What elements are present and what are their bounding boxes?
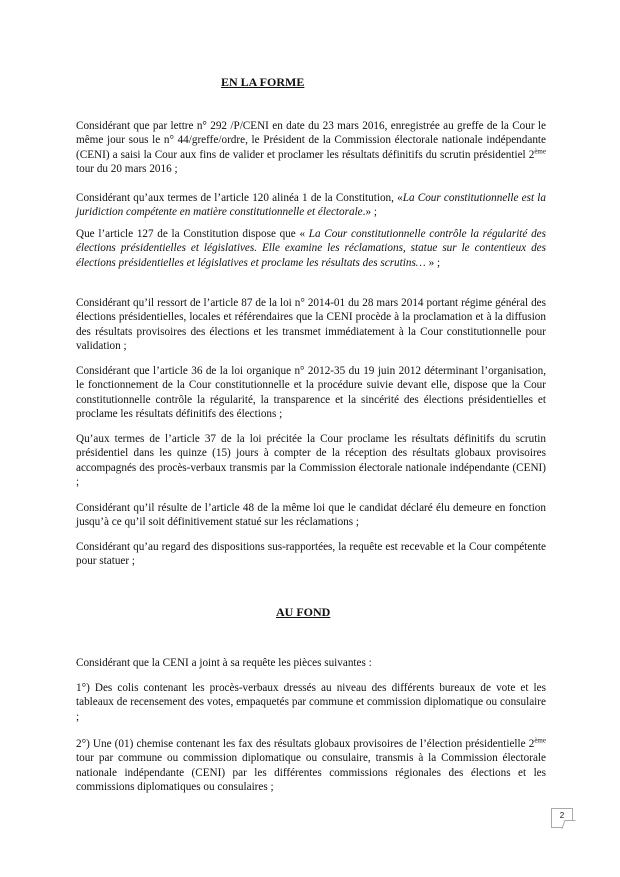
paragraph-9: Considérant que la CENI a joint à sa requête les pièces suivantes : [76,657,372,669]
paragraph-4: Considérant qu’il ressort de l’article 87 de la loi n° 2014-01 du 28 mars 2014 portant régime général des élections présidentielles, locales et référendaires que la CENI procède à la proclamation et à la diffusion des résultats provisoires des élections et les transmet immédiatement à la Cour constitutionnelle pour validation ; [76,297,546,353]
paragraph-6: Qu’aux termes de l’article 37 de la loi précitée la Cour proclame les résultats définitifs du scrutin présidentiel dans les quinze (15) jours à compter de la réception des résultats globaux provisoires accompagnés des procès-verbaux transmis par la Commission électorale nationale indépendante (CENI) ; [76,433,546,489]
paragraph-1-text: Considérant que par lettre n° 292 /P/CENI en date du 23 mars 2016, enregistrée au greffe de la Cour le même jour sous le n° 44/greffe/ordre, le Président de la Commission électorale nationale indépendante (CENI) a saisi la Cour aux fins de valider et proclamer les résultats définitifs du scrutin présidentiel 2 [76,120,546,161]
paragraph-1-superscript: ème [534,147,546,156]
paragraph-8: Considérant qu’au regard des dispositions sus-rapportées, la requête est recevable et la Cour compétente pour statuer ; [76,541,546,568]
page-fold-icon [561,820,575,829]
section-heading-au-fond: AU FOND [276,605,331,619]
paragraph-11-text: 2°) Une (01) chemise contenant les fax des résultats globaux provisoires de l’élection présidentielle 2 [76,738,535,750]
paragraph-3 [76,227,546,270]
section-heading-en-la-forme: EN LA FORME [221,75,305,89]
paragraph-11 [76,737,546,795]
paragraph-1 [76,119,546,177]
paragraph-2-text-end: .» ; [362,206,377,219]
paragraph-11-text-end: tour par commune ou commission diplomatique ou consulaire, transmis à la Commission électorale nationale indépendante (CENI) par les différentes commissions régionales des élections et les commissions diplomatiques ou consulaires ; [76,752,546,794]
paragraph-3-text: Que l’article 127 de la Constitution dispose que « [76,228,309,240]
paragraph-3-text-end: » ; [425,256,441,269]
page-number: 2 [559,811,565,820]
paragraph-5: Considérant que l’article 36 de la loi organique n° 2012-35 du 19 juin 2012 déterminant l’organisation, le fonctionnement de la Cour constitutionnelle et la procédure suivie devant elle, dispose que la Cour constitutionnelle contrôle la régularité, la transparence et la sincérité des élections présidentielles et proclame les résultats définitifs des élections ; [76,365,546,421]
paragraph-2-text: Considérant qu’aux termes de l’article 120 alinéa 1 de la Constitution, « [76,192,403,204]
paragraph-1-text-end: tour du 20 mars 2016 ; [76,163,178,176]
paragraph-11-superscript: ème [534,736,546,745]
paragraph-10: 1°) Des colis contenant les procès-verbaux dressés au niveau des différents bureaux de vote et les tableaux de recensement des votes, empaquetés par commune et commission diplomatique ou consulaire ; [76,682,546,723]
paragraph-3-quote: La Cour constitutionnelle contrôle la régularité des élections présidentielles et législatives. Elle examine les réclamations, statue sur le contentieux des élections présidentielles et législatives et proclame les résultats des scrutins… [76,228,546,269]
paragraph-2 [76,191,546,220]
paragraph-2-quote: La Cour constitutionnelle est la juridiction compétente en matière constitutionnelle et électorale [76,192,546,219]
paragraph-7: Considérant qu’il résulte de l’article 48 de la même loi que le candidat déclaré élu demeure en fonction jusqu’à ce qu’il soit définitivement statué sur les réclamations ; [76,502,546,529]
